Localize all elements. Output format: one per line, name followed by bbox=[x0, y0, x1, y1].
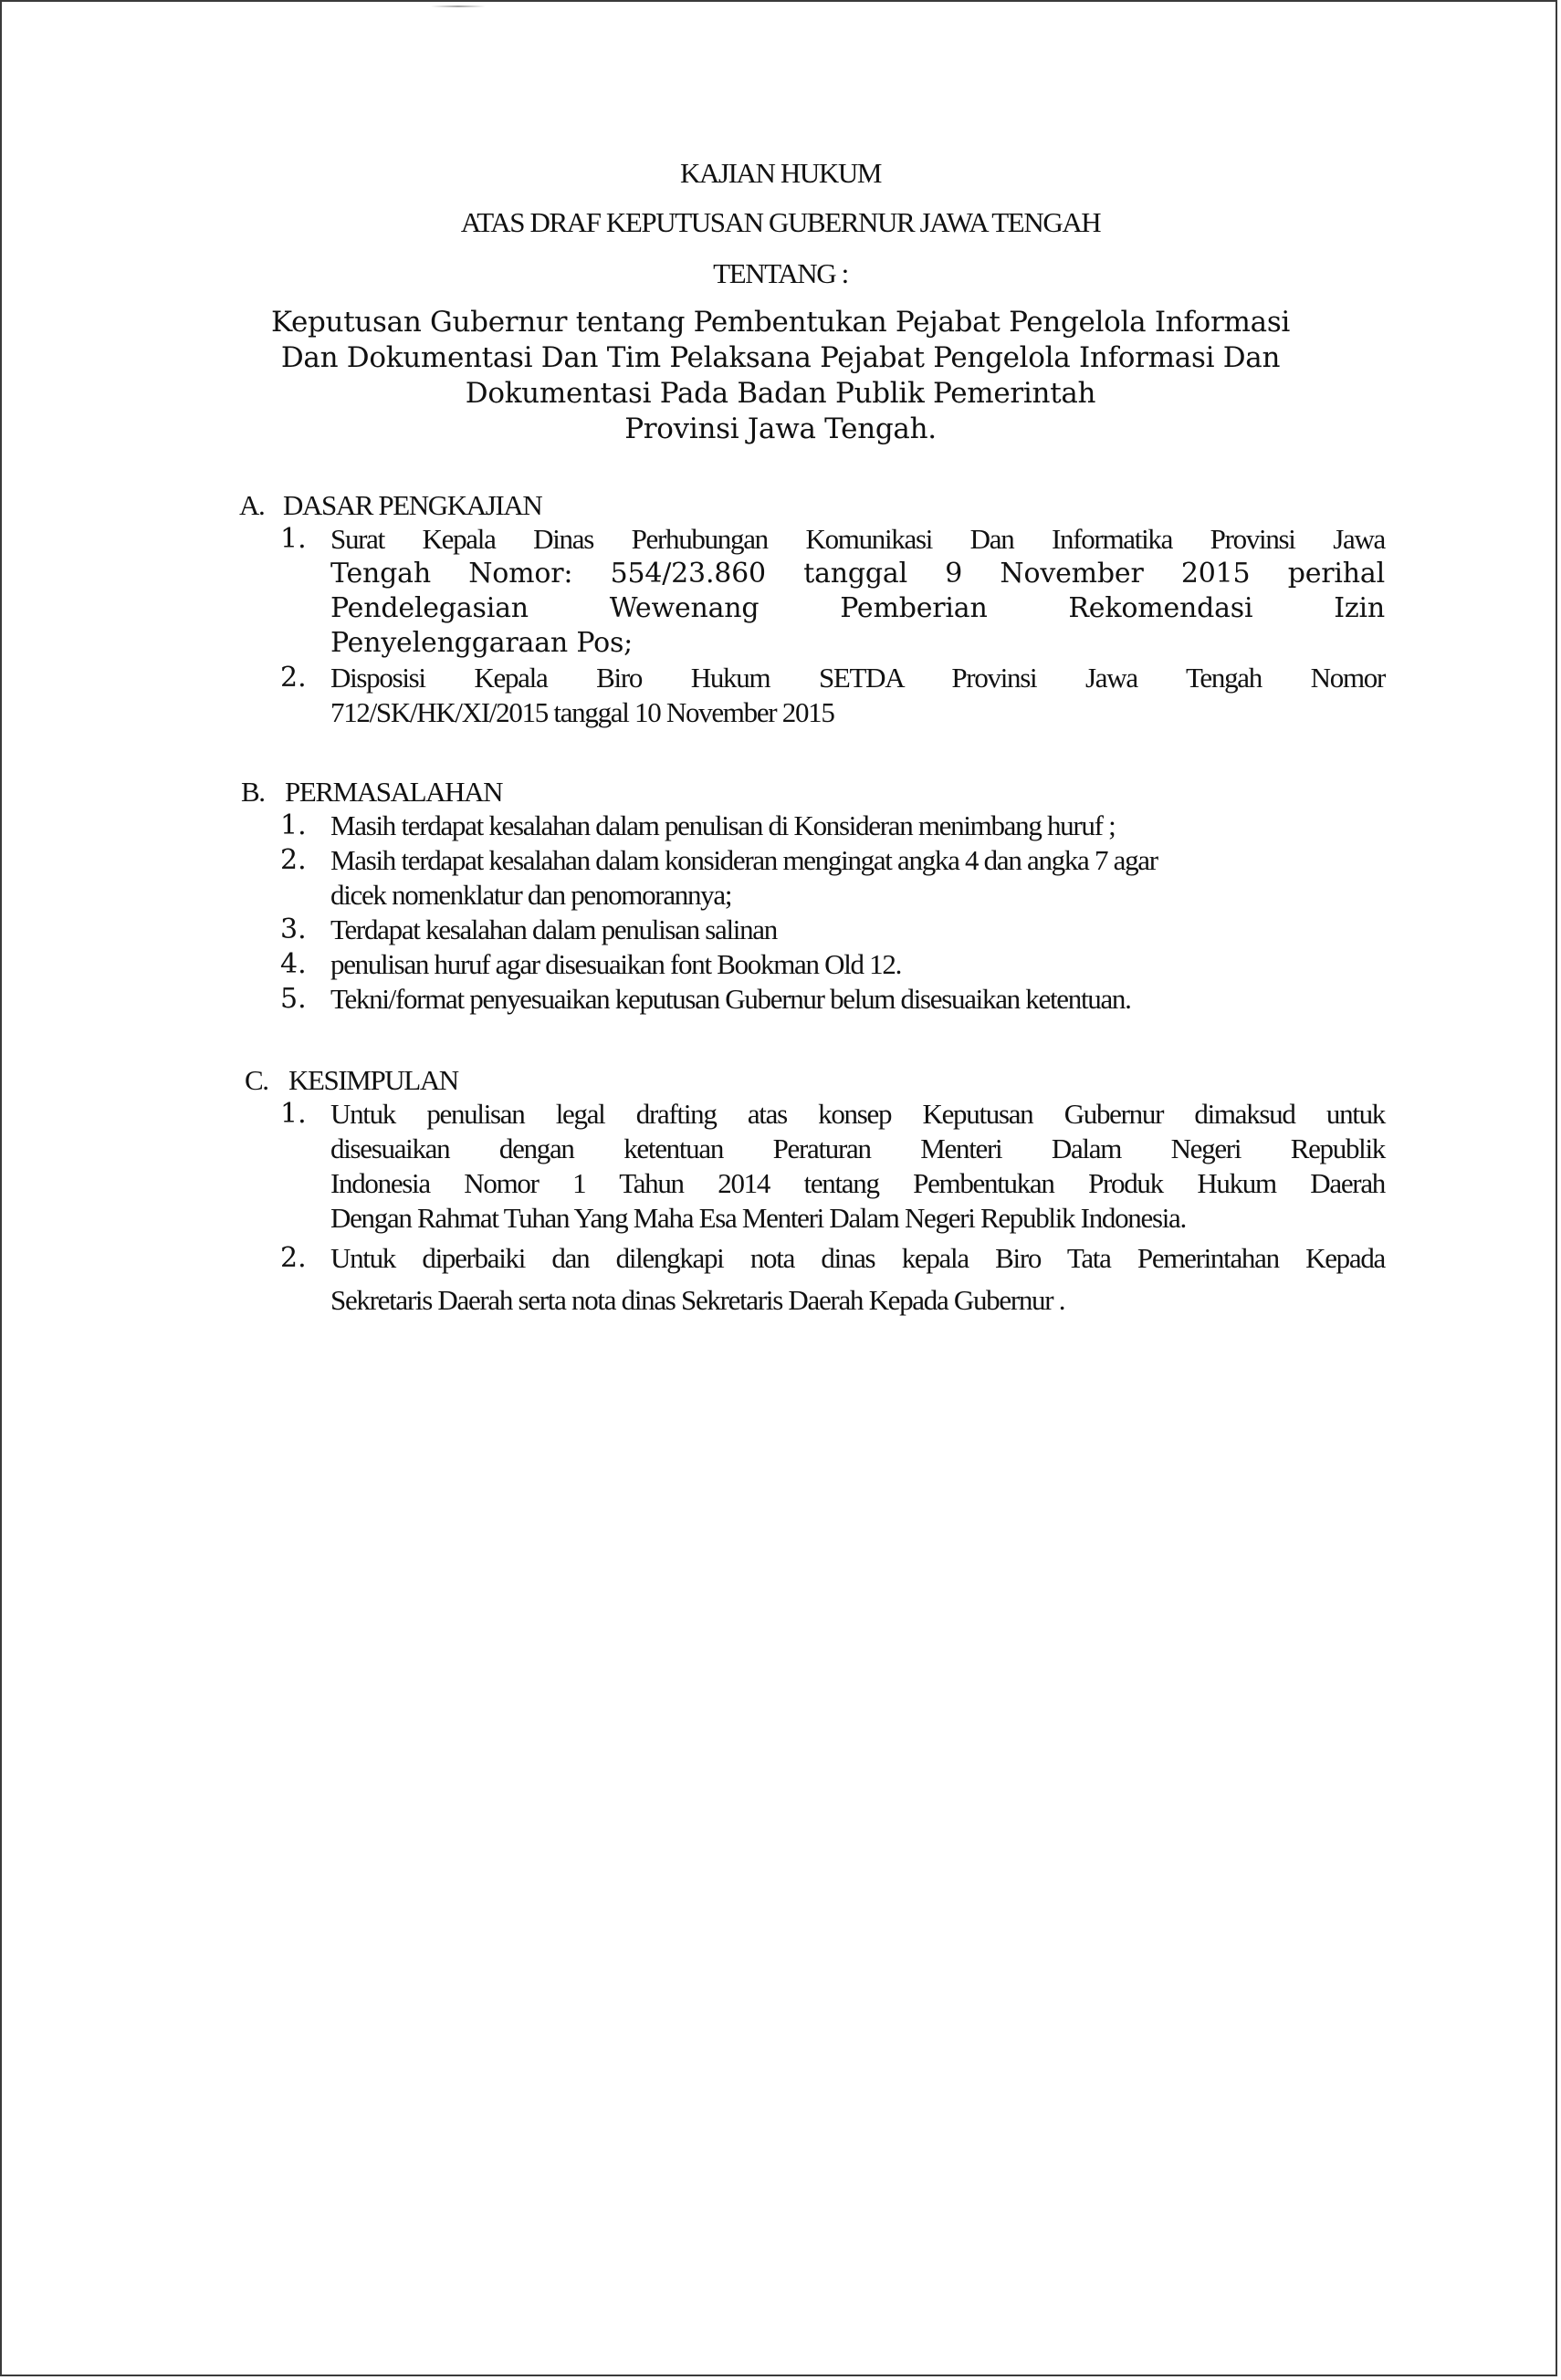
item-number: 2. bbox=[280, 662, 307, 694]
document-title-line-3: TENTANG : bbox=[713, 257, 848, 289]
item-line: 712/SK/HK/XI/2015 tanggal 10 November 2015 bbox=[330, 696, 834, 728]
item-line: Pendelegasian Wewenang Pemberian Rekomendasi Izin bbox=[330, 592, 1385, 624]
item-line: Terdapat kesalahan dalam penulisan salinan bbox=[330, 913, 777, 945]
section-c-heading bbox=[245, 1066, 458, 1094]
section-letter: C. bbox=[245, 1064, 268, 1096]
item-line: Masih terdapat kesalahan dalam penulisan di Konsideran menimbang huruf ; bbox=[330, 809, 1116, 841]
list-item bbox=[280, 809, 1385, 843]
list-item bbox=[280, 661, 1385, 730]
section-a-heading bbox=[239, 491, 541, 519]
document-subject bbox=[2, 305, 1559, 447]
item-line: Dengan Rahmat Tuhan Yang Maha Esa Menteri Dalam Negeri Republik Indonesia. bbox=[330, 1202, 1186, 1234]
item-line: penulisan huruf agar disesuaikan font Bookman Old 12. bbox=[330, 948, 902, 980]
subject-line: Provinsi Jawa Tengah. bbox=[624, 412, 937, 445]
item-line: dicek nomenklatur dan penomorannya; bbox=[330, 879, 732, 911]
item-line: Surat Kepala Dinas Perhubungan Komunikasi Dan Informatika Provinsi Jawa bbox=[330, 523, 1385, 555]
document-title: KAJIAN HUKUM bbox=[680, 157, 881, 189]
section-title: KESIMPULAN bbox=[288, 1064, 458, 1096]
item-number: 2. bbox=[280, 1242, 307, 1274]
item-line: Penyelenggaraan Pos; bbox=[330, 627, 634, 659]
item-line: Disposisi Kepala Biro Hukum SETDA Provinsi Jawa Tengah Nomor bbox=[330, 662, 1385, 694]
section-a-list bbox=[280, 522, 1385, 730]
list-item bbox=[280, 982, 1385, 1017]
scan-artifact bbox=[431, 5, 486, 7]
item-line: Tengah Nomor: 554/23.860 tanggal 9 November 2015 perihal bbox=[330, 558, 1385, 590]
item-number: 4. bbox=[280, 948, 307, 980]
subject-line: Dokumentasi Pada Badan Publik Pemerintah bbox=[465, 377, 1096, 410]
item-number: 3. bbox=[280, 913, 307, 945]
section-title: DASAR PENGKAJIAN bbox=[283, 489, 542, 521]
item-line: Sekretaris Daerah serta nota dinas Sekretaris Daerah Kepada Gubernur . bbox=[330, 1284, 1065, 1316]
subject-line: Keputusan Gubernur tentang Pembentukan Pejabat Pengelola Informasi bbox=[270, 306, 1291, 339]
item-line: Tekni/format penyesuaikan keputusan Gubernur belum disesuaikan ketentuan. bbox=[330, 983, 1131, 1015]
item-line: Untuk penulisan legal drafting atas konsep Keputusan Gubernur dimaksud untuk bbox=[330, 1098, 1385, 1130]
item-line: disesuaikan dengan ketentuan Peraturan Menteri Dalam Negeri Republik bbox=[330, 1133, 1385, 1164]
list-item bbox=[280, 522, 1385, 661]
item-line: Untuk diperbaiki dan dilengkapi nota dinas kepala Biro Tata Pemerintahan Kepada bbox=[330, 1242, 1385, 1274]
item-line: Indonesia Nomor 1 Tahun 2014 tentang Pembentukan Produk Hukum Daerah bbox=[330, 1167, 1385, 1199]
section-title: PERMASALAHAN bbox=[285, 776, 503, 808]
item-number: 1. bbox=[280, 809, 307, 841]
item-number: 2. bbox=[280, 844, 307, 876]
list-item bbox=[280, 913, 1385, 947]
list-item bbox=[280, 1097, 1385, 1236]
document-title-line-2: ATAS DRAF KEPUTUSAN GUBERNUR JAWA TENGAH bbox=[460, 206, 1101, 238]
section-letter: A. bbox=[239, 489, 265, 521]
item-number: 1. bbox=[280, 523, 307, 555]
list-item bbox=[280, 947, 1385, 982]
section-b-list bbox=[280, 809, 1385, 1017]
item-number: 5. bbox=[280, 983, 307, 1015]
section-c-list bbox=[280, 1097, 1385, 1321]
list-item bbox=[280, 1237, 1385, 1321]
section-letter: B. bbox=[241, 776, 265, 808]
item-number: 1. bbox=[280, 1098, 307, 1130]
section-b-heading bbox=[241, 778, 502, 806]
subject-line: Dan Dokumentasi Dan Tim Pelaksana Pejabat Pengelola Informasi Dan bbox=[280, 341, 1281, 374]
item-line: Masih terdapat kesalahan dalam konsideran mengingat angka 4 dan angka 7 agar bbox=[330, 844, 1158, 876]
list-item bbox=[280, 843, 1385, 913]
